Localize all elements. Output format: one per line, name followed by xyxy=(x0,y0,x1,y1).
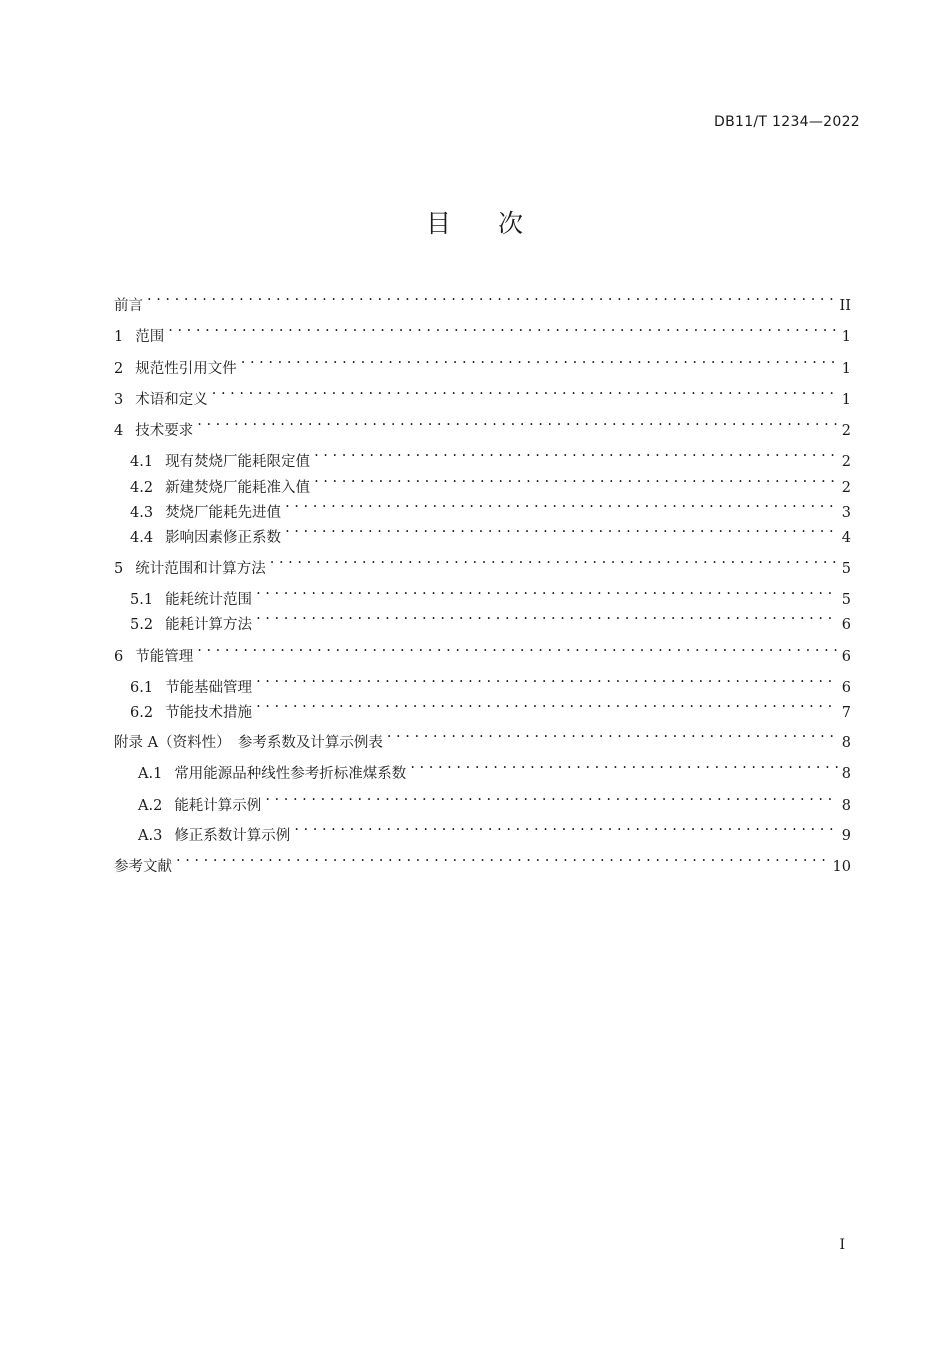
toc-entry-page: 2 xyxy=(841,480,851,496)
toc-entry-page: 6 xyxy=(841,617,851,633)
toc-entry-number: 6.2 xyxy=(130,705,154,721)
toc-leader-dots xyxy=(256,578,838,604)
toc-entry-number: 5 xyxy=(114,561,124,577)
toc-entry-a-1[interactable] xyxy=(114,752,851,782)
toc-leader-dots xyxy=(197,409,838,435)
toc-entry-page: 1 xyxy=(841,392,851,408)
toc-entry-number: A.3 xyxy=(138,828,163,844)
toc-entry-label: 前言 xyxy=(114,298,143,314)
toc-title xyxy=(0,204,950,240)
toc-entry-label: 修正系数计算示例 xyxy=(174,828,291,844)
toc-entry-page: 1 xyxy=(841,361,851,377)
toc-entry-label: 范围 xyxy=(135,329,165,345)
toc-entry-number: A.2 xyxy=(138,798,163,814)
toc-entry-number: 4.4 xyxy=(130,530,154,546)
toc-entry-label: 能耗计算方法 xyxy=(165,617,253,633)
toc-entry-5-2[interactable] xyxy=(114,603,851,633)
toc-leader-dots xyxy=(314,466,838,492)
toc-entry-page: 1 xyxy=(841,329,851,345)
toc-leader-dots xyxy=(314,440,838,466)
toc-title-char-2: 次 xyxy=(498,209,525,238)
toc-entry-label: 能耗统计范围 xyxy=(165,592,253,608)
toc-entry-page: 4 xyxy=(841,530,851,546)
toc-entry-label: 规范性引用文件 xyxy=(135,361,237,377)
toc-leader-dots xyxy=(270,547,838,573)
toc-entry-label: 新建焚烧厂能耗准入值 xyxy=(165,480,311,496)
toc-entry-number: 4.1 xyxy=(130,454,154,470)
toc-entry-page: 6 xyxy=(841,680,851,696)
toc-entry-1[interactable] xyxy=(114,315,851,345)
toc-entry-label: 技术要求 xyxy=(135,423,194,439)
toc-entry-page: 10 xyxy=(832,859,851,875)
toc-entry-annex-a[interactable] xyxy=(114,721,851,751)
toc-entry-5-1[interactable] xyxy=(114,578,851,608)
toc-entry-page: II xyxy=(839,298,851,314)
document-code: DB11/T 1234—2022 xyxy=(714,114,860,130)
toc-entry-number: 4.2 xyxy=(130,480,154,496)
toc-leader-dots xyxy=(285,516,838,542)
toc-entry-label: 现有焚烧厂能耗限定值 xyxy=(165,454,311,470)
toc-entry-number: 5.1 xyxy=(130,592,154,608)
toc-entry-label: 参考文献 xyxy=(114,859,172,875)
toc-entry-label: 影响因素修正系数 xyxy=(165,530,282,546)
toc-leader-dots xyxy=(410,752,837,778)
toc-entry-bibliography[interactable] xyxy=(114,845,851,875)
toc-entry-number: 2 xyxy=(114,361,124,377)
toc-entry-number: 4.3 xyxy=(130,505,154,521)
toc-entry-4-3[interactable] xyxy=(114,491,851,521)
toc-entry-number: 1 xyxy=(114,329,124,345)
toc-entry-4-4[interactable] xyxy=(114,516,851,546)
toc-entry-a-3[interactable] xyxy=(114,814,851,844)
toc-entry-page: 6 xyxy=(841,649,851,665)
toc-leader-dots xyxy=(256,691,838,717)
toc-entry-label: 附录 A（资料性） 参考系数及计算示例表 xyxy=(114,735,383,751)
toc-entry-2[interactable] xyxy=(114,347,851,377)
toc-leader-dots xyxy=(285,491,838,517)
toc-entry-number: 4 xyxy=(114,423,124,439)
toc-leader-dots xyxy=(176,845,829,871)
toc-entry-a-2[interactable] xyxy=(114,784,851,814)
toc-entry-page: 2 xyxy=(841,423,851,439)
toc-leader-dots xyxy=(147,284,836,310)
toc-leader-dots xyxy=(256,666,838,692)
toc-entry-number: A.1 xyxy=(138,766,163,782)
toc-entry-label: 能耗计算示例 xyxy=(174,798,262,814)
toc-entry-page: 7 xyxy=(841,705,851,721)
toc-entry-page: 8 xyxy=(841,766,851,782)
toc-entry-label: 术语和定义 xyxy=(135,392,208,408)
toc-entry-label: 常用能源品种线性参考折标准煤系数 xyxy=(174,766,407,782)
toc-entry-6-1[interactable] xyxy=(114,666,851,696)
toc-leader-dots xyxy=(168,315,838,341)
toc-entry-page: 8 xyxy=(841,735,851,751)
toc-entry-number: 3 xyxy=(114,392,124,408)
toc-entry-number: 6.1 xyxy=(130,680,154,696)
toc-entry-page: 9 xyxy=(841,828,851,844)
toc-leader-dots xyxy=(197,635,838,661)
toc-entry-page: 5 xyxy=(841,592,851,608)
toc-leader-dots xyxy=(256,603,838,629)
toc-entry-5[interactable] xyxy=(114,547,851,577)
toc-entry-4-2[interactable] xyxy=(114,466,851,496)
toc-leader-dots xyxy=(241,347,838,373)
page-number: I xyxy=(839,1237,845,1253)
toc-entry-label: 焚烧厂能耗先进值 xyxy=(165,505,282,521)
toc-entry-6-2[interactable] xyxy=(114,691,851,721)
toc-leader-dots xyxy=(265,784,837,810)
toc-leader-dots xyxy=(212,378,838,404)
toc-entry-label: 节能基础管理 xyxy=(165,680,253,696)
toc-entry-4-1[interactable] xyxy=(114,440,851,470)
toc-leader-dots xyxy=(387,721,838,747)
toc-entry-label: 节能技术措施 xyxy=(165,705,253,721)
toc-entry-label: 节能管理 xyxy=(135,649,194,665)
toc-entry-page: 3 xyxy=(841,505,851,521)
toc-entry-label: 统计范围和计算方法 xyxy=(135,561,266,577)
toc-entry-foreword[interactable] xyxy=(114,284,851,314)
toc-entry-page: 2 xyxy=(841,454,851,470)
toc-entry-6[interactable] xyxy=(114,635,851,665)
toc-entry-3[interactable] xyxy=(114,378,851,408)
toc-entry-number: 5.2 xyxy=(130,617,154,633)
toc-title-char-1: 目 xyxy=(425,209,452,238)
toc-leader-dots xyxy=(294,814,837,840)
toc-entry-page: 8 xyxy=(841,798,851,814)
toc-entry-4[interactable] xyxy=(114,409,851,439)
toc-entry-number: 6 xyxy=(114,649,124,665)
toc-entry-page: 5 xyxy=(841,561,851,577)
